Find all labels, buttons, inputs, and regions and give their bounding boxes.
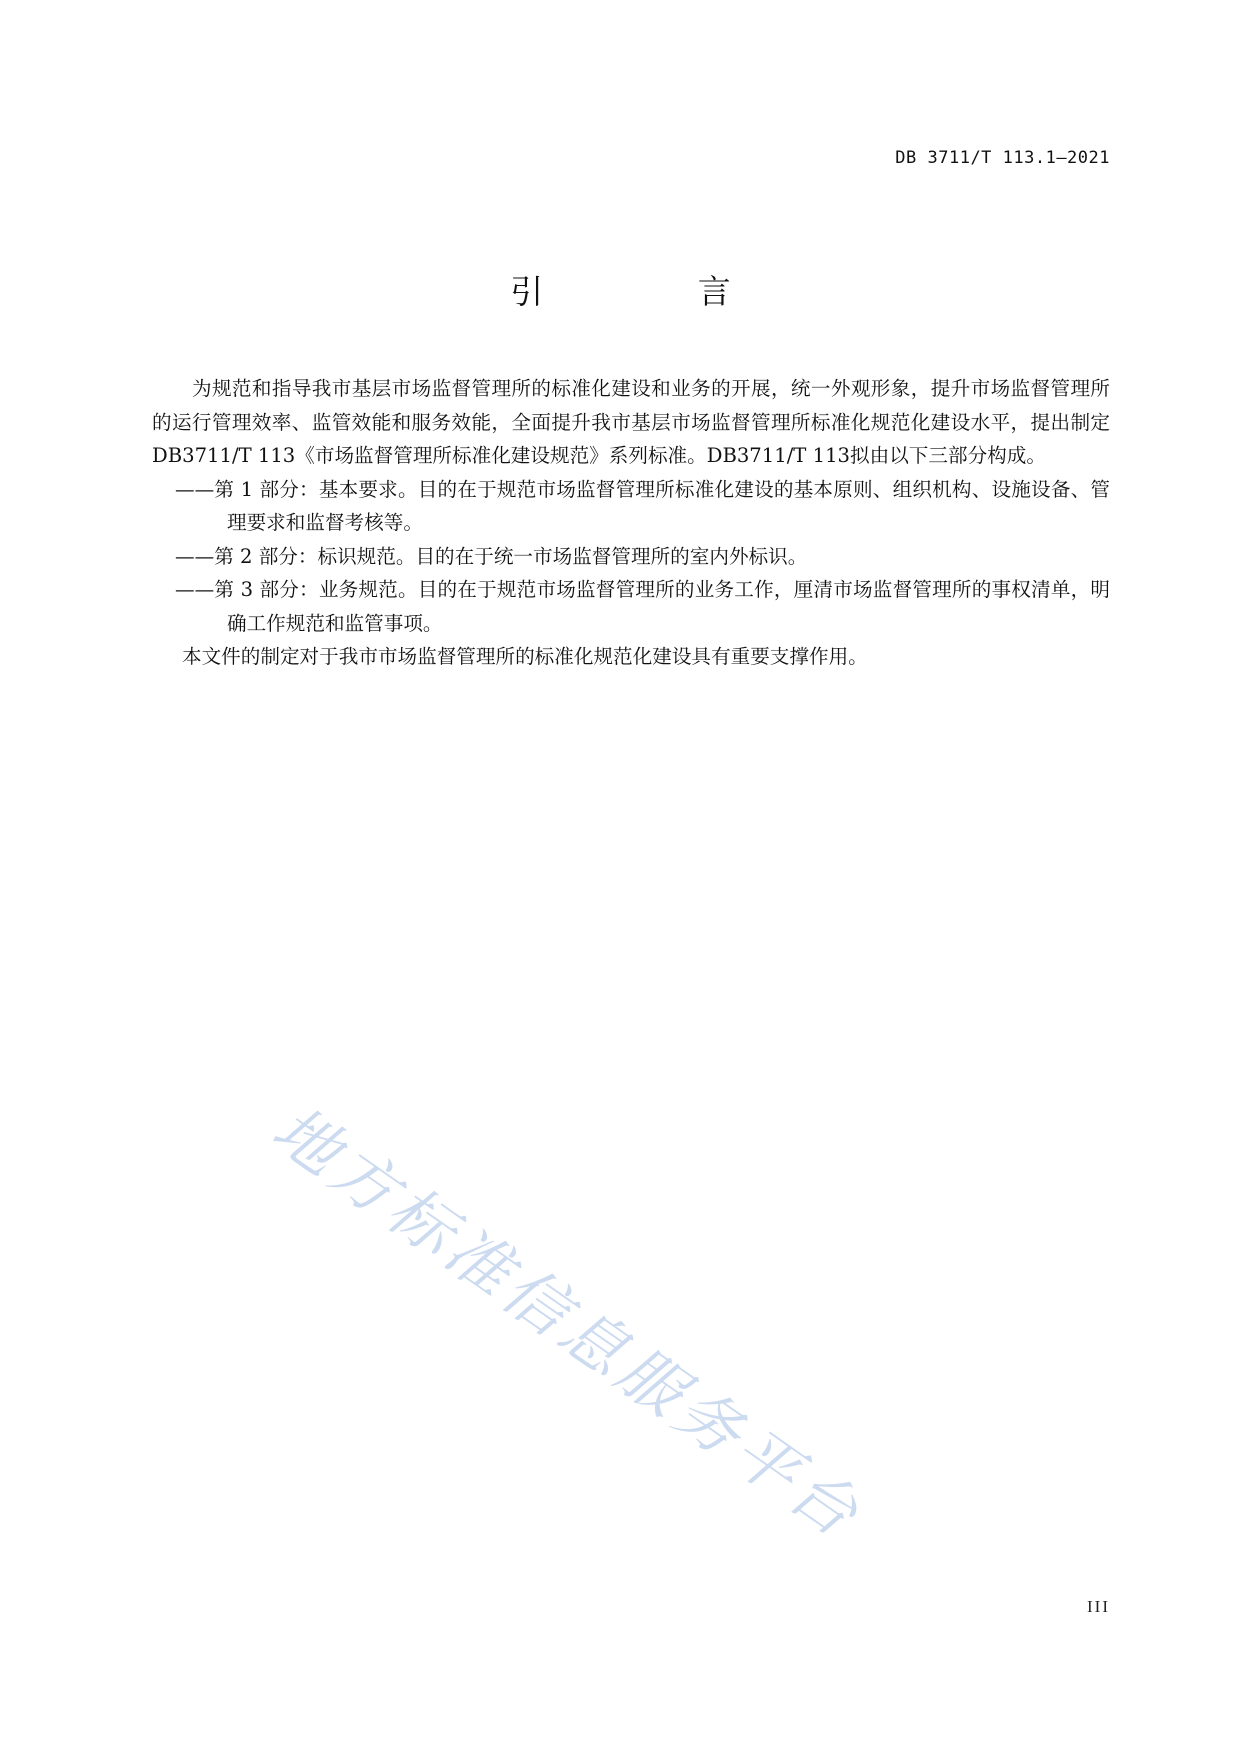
closing-paragraph: 本文件的制定对于我市市场监督管理所的标准化规范化建设具有重要支撑作用。 [182, 645, 868, 668]
standard-number-header: DB 3711/T 113.1—2021 [895, 148, 1110, 168]
part-1-item: ——第 1 部分：基本要求。目的在于规范市场监督管理所标准化建设的基本原则、组织机构、设施设备、管理要求和监督考核等。 [175, 477, 1110, 534]
intro-paragraph: 为规范和指导我市基层市场监督管理所的标准化建设和业务的开展，统一外观形象，提升市场监督管理所的运行管理效率、监管效能和服务效能，全面提升我市基层市场监督管理所标准化规范化建设水平，提出制定DB3711/T 113《市场监督管理所标准化建设规范》系列标准。DB3711/T 113拟由以下三部分构成。 [152, 377, 1110, 467]
watermark-text: 地方标准信息服务平台 [258, 1092, 875, 1555]
part-3-item: ——第 3 部分：业务规范。目的在于规范市场监督管理所的业务工作，厘清市场监督管理所的事权清单，明确工作规范和监管事项。 [175, 578, 1110, 635]
page-title: 引 言 [510, 272, 803, 311]
part-2-item: ——第 2 部分：标识规范。目的在于统一市场监督管理所的室内外标识。 [175, 544, 808, 568]
document-body [152, 372, 1110, 674]
page-number: III [1087, 1597, 1110, 1616]
